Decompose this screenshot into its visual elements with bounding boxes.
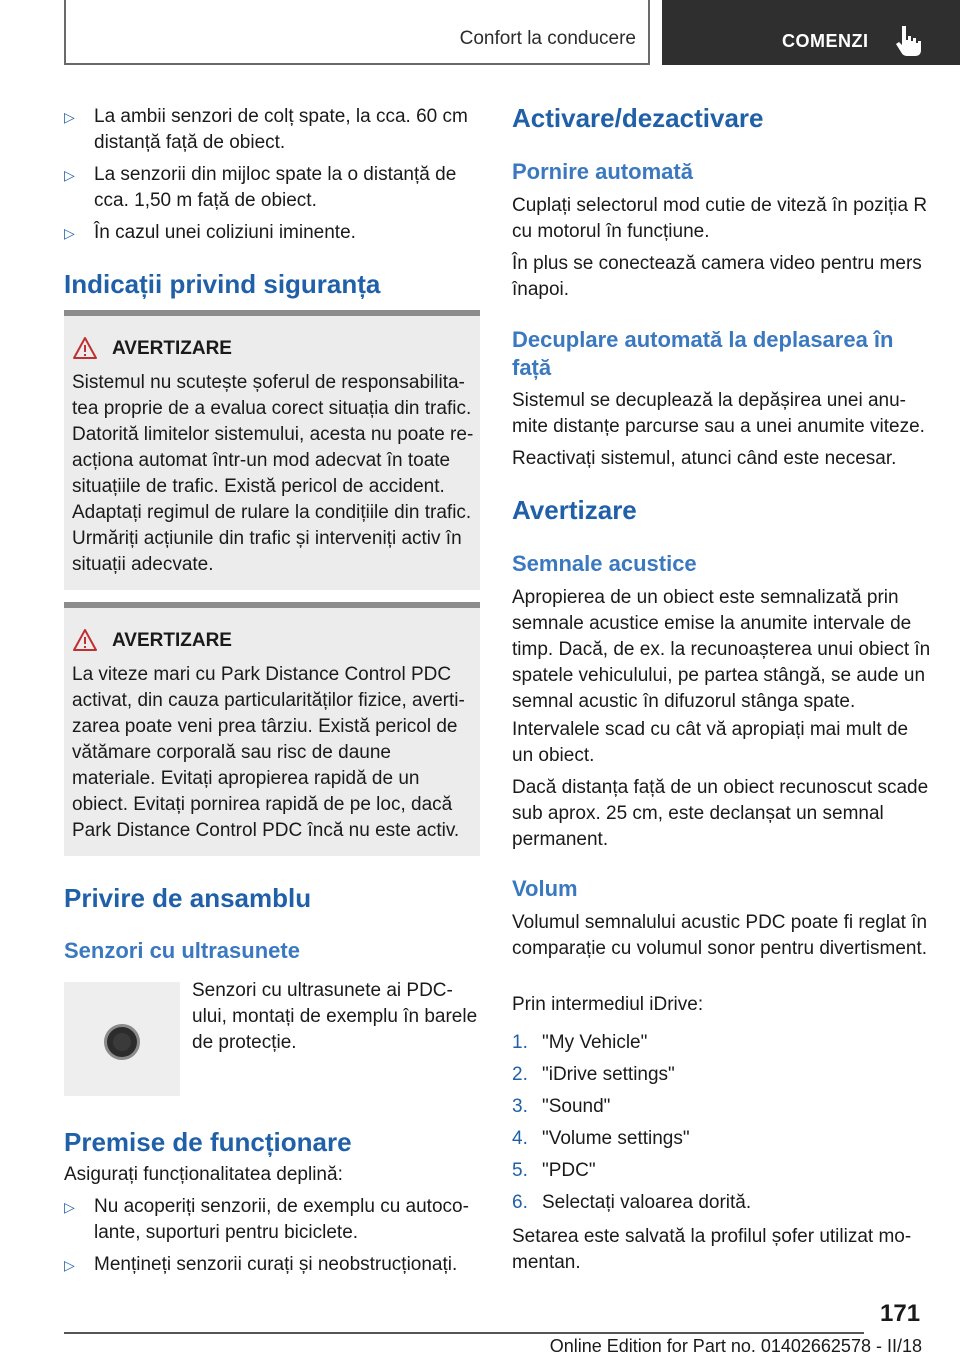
chapter-tab-label: COMENZI xyxy=(782,31,869,51)
activation-heading: Activare/dezactivare xyxy=(512,103,764,133)
warning-box xyxy=(64,602,480,856)
triangle-bullet-icon: ▷ xyxy=(64,1257,75,1273)
list-item: ▷ La senzorii din mijloc spate la o distanță de cca. 1,50 m față de obiect. xyxy=(64,164,457,211)
acoustic-heading: Semnale acustice xyxy=(512,551,697,576)
sensors-text: Senzori cu ultrasunete ai PDC-ului, montați de exemplu în barele de protecție. xyxy=(192,980,478,1053)
auto-off-text: Sistemul se decuplează la depășirea unei anumite distanțe parcurse sau a unei anumite viteze. xyxy=(512,390,925,437)
triangle-bullet-icon: ▷ xyxy=(64,1199,75,1215)
list-item: ▷ Mențineți senzorii curați și neobstrucționați. xyxy=(64,1252,478,1278)
warning-bar xyxy=(64,310,480,316)
header-left-rule xyxy=(64,0,66,64)
acoustic-text: Dacă distanța față de un obiect recunoscut scade sub aprox. 25 cm, este declanșat un semnal permanent. xyxy=(512,777,929,850)
list-item: ▷ La ambii senzori de colț spate, la cca. 60 cm distanță față de obiect. xyxy=(64,106,468,153)
warning-heading: Avertizare xyxy=(512,495,637,525)
step-number: 4. xyxy=(512,1128,528,1149)
step-text: "iDrive settings" xyxy=(542,1064,675,1085)
step-number: 1. xyxy=(512,1032,528,1053)
warning-title: AVERTIZARE xyxy=(112,630,232,651)
footer-edition: Online Edition for Part no. 01402662578 - II/18 xyxy=(549,1336,922,1356)
warning-triangle-icon xyxy=(72,336,98,360)
pointing-hand-icon xyxy=(894,24,924,58)
step-text: Selectați valoarea dorită. xyxy=(542,1192,752,1213)
sensors-heading: Senzori cu ultrasunete xyxy=(64,938,300,963)
auto-on-heading: Pornire automată xyxy=(512,159,693,184)
warning-text: La viteze mari cu Park Distance Control PDC activat, din cauza particularităților fizice, avertizarea poate veni prea târziu. Există pericol de vătămare corporală sau risc de daune materiale. Evitați apropierea rapidă de un obiect. Evitați pornirea rapidă de pe loc, dacă Park Distance Control PDC încă nu este activ. xyxy=(72,664,465,841)
auto-off-text: Reactivați sistemul, atunci când este necesar. xyxy=(512,448,897,469)
overview-heading: Privire de ansamblu xyxy=(64,883,312,913)
premise-text: Asigurați funcționalitatea deplină: xyxy=(64,1164,343,1185)
header-divider xyxy=(648,0,650,64)
warning-text: Sistemul nu scutește șoferul de responsabilitatea proprie de a evalua corect situația din trafic. Datorită limitelor sistemului, acesta nu poate reacționa automat într-un mod adecvat în toate situațiile de trafic. Există pericol de accident. Adaptați regimul de rulare la condițiile din trafic. Urmăriți acțiunile din trafic și interveniți activ în situații adecvate. xyxy=(72,372,474,575)
list-item: ▷ Nu acoperiți senzorii, de exemplu cu autocolante, suporturi pentru biciclete. xyxy=(64,1196,469,1243)
volume-heading: Volum xyxy=(512,876,578,901)
triangle-bullet-icon: ▷ xyxy=(64,225,75,241)
steps-list xyxy=(512,1032,932,1222)
step-number: 5. xyxy=(512,1160,528,1181)
acoustic-text: Apropierea de un obiect este semnalizată prin semnale acustice emise la anumite intervale de timp. Dacă, de ex. la recunoașterea unui obiect în spatele vehiculului, pe partea stângă, se aude un semnal acustic în difuzorul stânga spate. xyxy=(512,587,931,712)
list-item: ▷ În cazul unei coliziuni iminente. xyxy=(64,220,478,246)
footer-rule xyxy=(64,1332,864,1334)
auto-on-text: Cuplați selectorul mod cutie de viteză în poziția R cu motorul în funcțiune. xyxy=(512,195,928,242)
header-section-title: Confort la conducere xyxy=(459,28,636,49)
warning-triangle-icon xyxy=(72,628,98,652)
step-number: 2. xyxy=(512,1064,528,1085)
step-number: 6. xyxy=(512,1192,528,1213)
triangle-bullet-icon: ▷ xyxy=(64,167,75,183)
step-text: "PDC" xyxy=(542,1160,596,1181)
page-number: 171 xyxy=(880,1300,921,1327)
warning-title: AVERTIZARE xyxy=(112,338,232,359)
ultrasonic-sensor-image xyxy=(64,982,180,1096)
safety-heading: Indicații privind siguranța xyxy=(64,269,381,299)
volume-text: Prin intermediul iDrive: xyxy=(512,994,704,1015)
header-bottom-rule xyxy=(64,63,650,65)
step-text: "My Vehicle" xyxy=(542,1032,648,1053)
step-text: "Sound" xyxy=(542,1096,611,1117)
acoustic-text: Intervalele scad cu cât vă apropiați mai mult de un obiect. xyxy=(512,719,909,766)
saved-text: Setarea este salvată la profilul șofer utilizat momentan. xyxy=(512,1226,912,1273)
header-chapter-tab[interactable] xyxy=(662,0,960,65)
premise-heading: Premise de funcționare xyxy=(64,1127,352,1157)
triangle-bullet-icon: ▷ xyxy=(64,109,75,125)
auto-on-text: În plus se conectează camera video pentru mers înapoi. xyxy=(512,253,922,300)
warning-bar xyxy=(64,602,480,608)
warning-box xyxy=(64,310,480,590)
step-number: 3. xyxy=(512,1096,528,1117)
auto-off-heading: Decuplare automată la deplasarea în față xyxy=(512,327,894,380)
step-text: "Volume settings" xyxy=(542,1128,690,1149)
sensor-icon xyxy=(104,1024,140,1060)
volume-text: Volumul semnalului acustic PDC poate fi reglat în comparație cu volumul sonor pentru divertisment. xyxy=(512,912,928,959)
